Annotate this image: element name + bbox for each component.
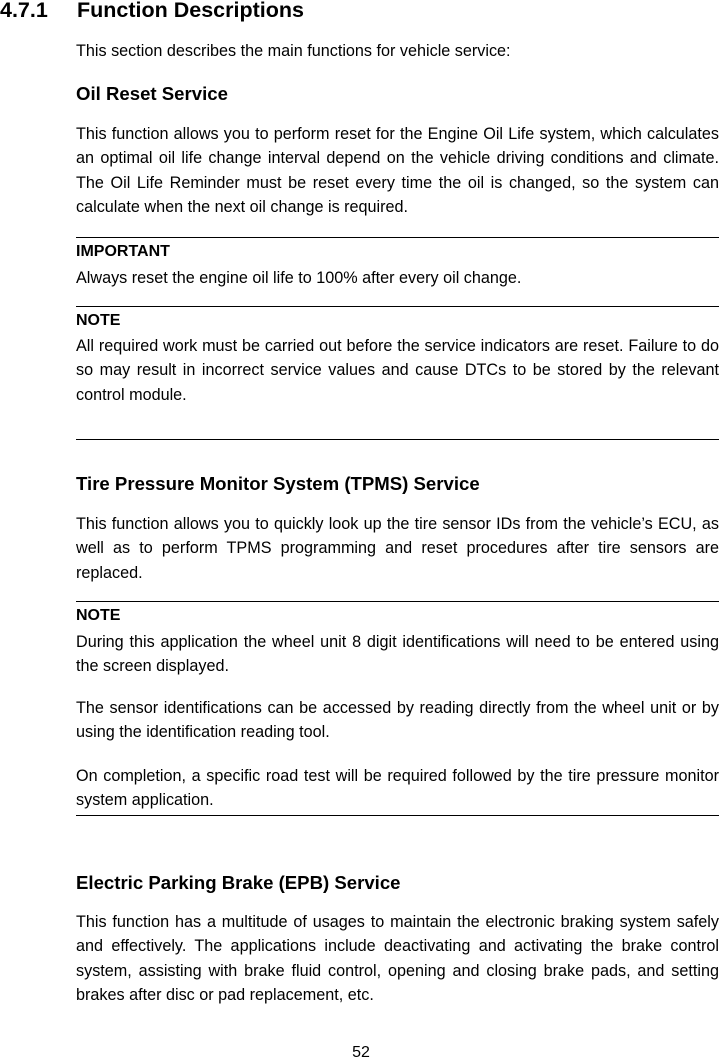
oil-note-text: All required work must be carried out before the service indicators are reset. Failure to do so may result in incorrect service values and cause DTCs to be stored by the relevant control module. xyxy=(76,337,719,404)
important-text: Always reset the engine oil life to 100% after every oil change. xyxy=(76,269,522,287)
section-intro: This section describes the main functions for vehicle service: xyxy=(76,42,511,60)
oil-note-label: NOTE xyxy=(76,312,121,329)
section-title: Function Descriptions xyxy=(77,0,304,22)
epb-heading: Electric Parking Brake (EPB) Service xyxy=(76,872,401,893)
oil-reset-heading: Oil Reset Service xyxy=(76,83,228,104)
divider xyxy=(76,601,719,602)
tpms-note-text-2: The sensor identifications can be accessed by reading directly from the wheel unit or by using the identification reading tool. xyxy=(76,699,719,742)
tpms-note-text-3: On completion, a specific road test will be required followed by the tire pressure monitor system application. xyxy=(76,767,719,810)
tpms-body: This function allows you to quickly look up the tire sensor IDs from the vehicle’s ECU, as well as to perform TPMS programming and reset procedures after tire sensors are replaced. xyxy=(76,515,719,582)
tpms-note-text-1: During this application the wheel unit 8 digit identifications will need to be entered using the screen displayed. xyxy=(76,633,719,676)
divider xyxy=(76,815,719,816)
tpms-heading: Tire Pressure Monitor System (TPMS) Service xyxy=(76,473,480,494)
section-number: 4.7.1 xyxy=(0,0,48,22)
divider xyxy=(76,237,719,238)
important-label: IMPORTANT xyxy=(76,243,170,260)
divider xyxy=(76,439,719,440)
page-number: 52 xyxy=(352,1044,370,1061)
epb-body: This function has a multitude of usages to maintain the electronic braking system safely and effectively. The applications include deactivating and activating the brake control system, assisting with brake fluid control, opening and closing brake pads, and setting brakes after disc or pad replacement, etc. xyxy=(76,913,719,1004)
oil-reset-body: This function allows you to perform reset for the Engine Oil Life system, which calculates an optimal oil life change interval depend on the vehicle driving conditions and climate. The Oil Life Reminder must be reset every time the oil is changed, so the system can calculate when the next oil change is required. xyxy=(76,125,719,216)
divider xyxy=(76,306,719,307)
section-heading xyxy=(0,0,304,23)
tpms-note-label: NOTE xyxy=(76,607,121,624)
